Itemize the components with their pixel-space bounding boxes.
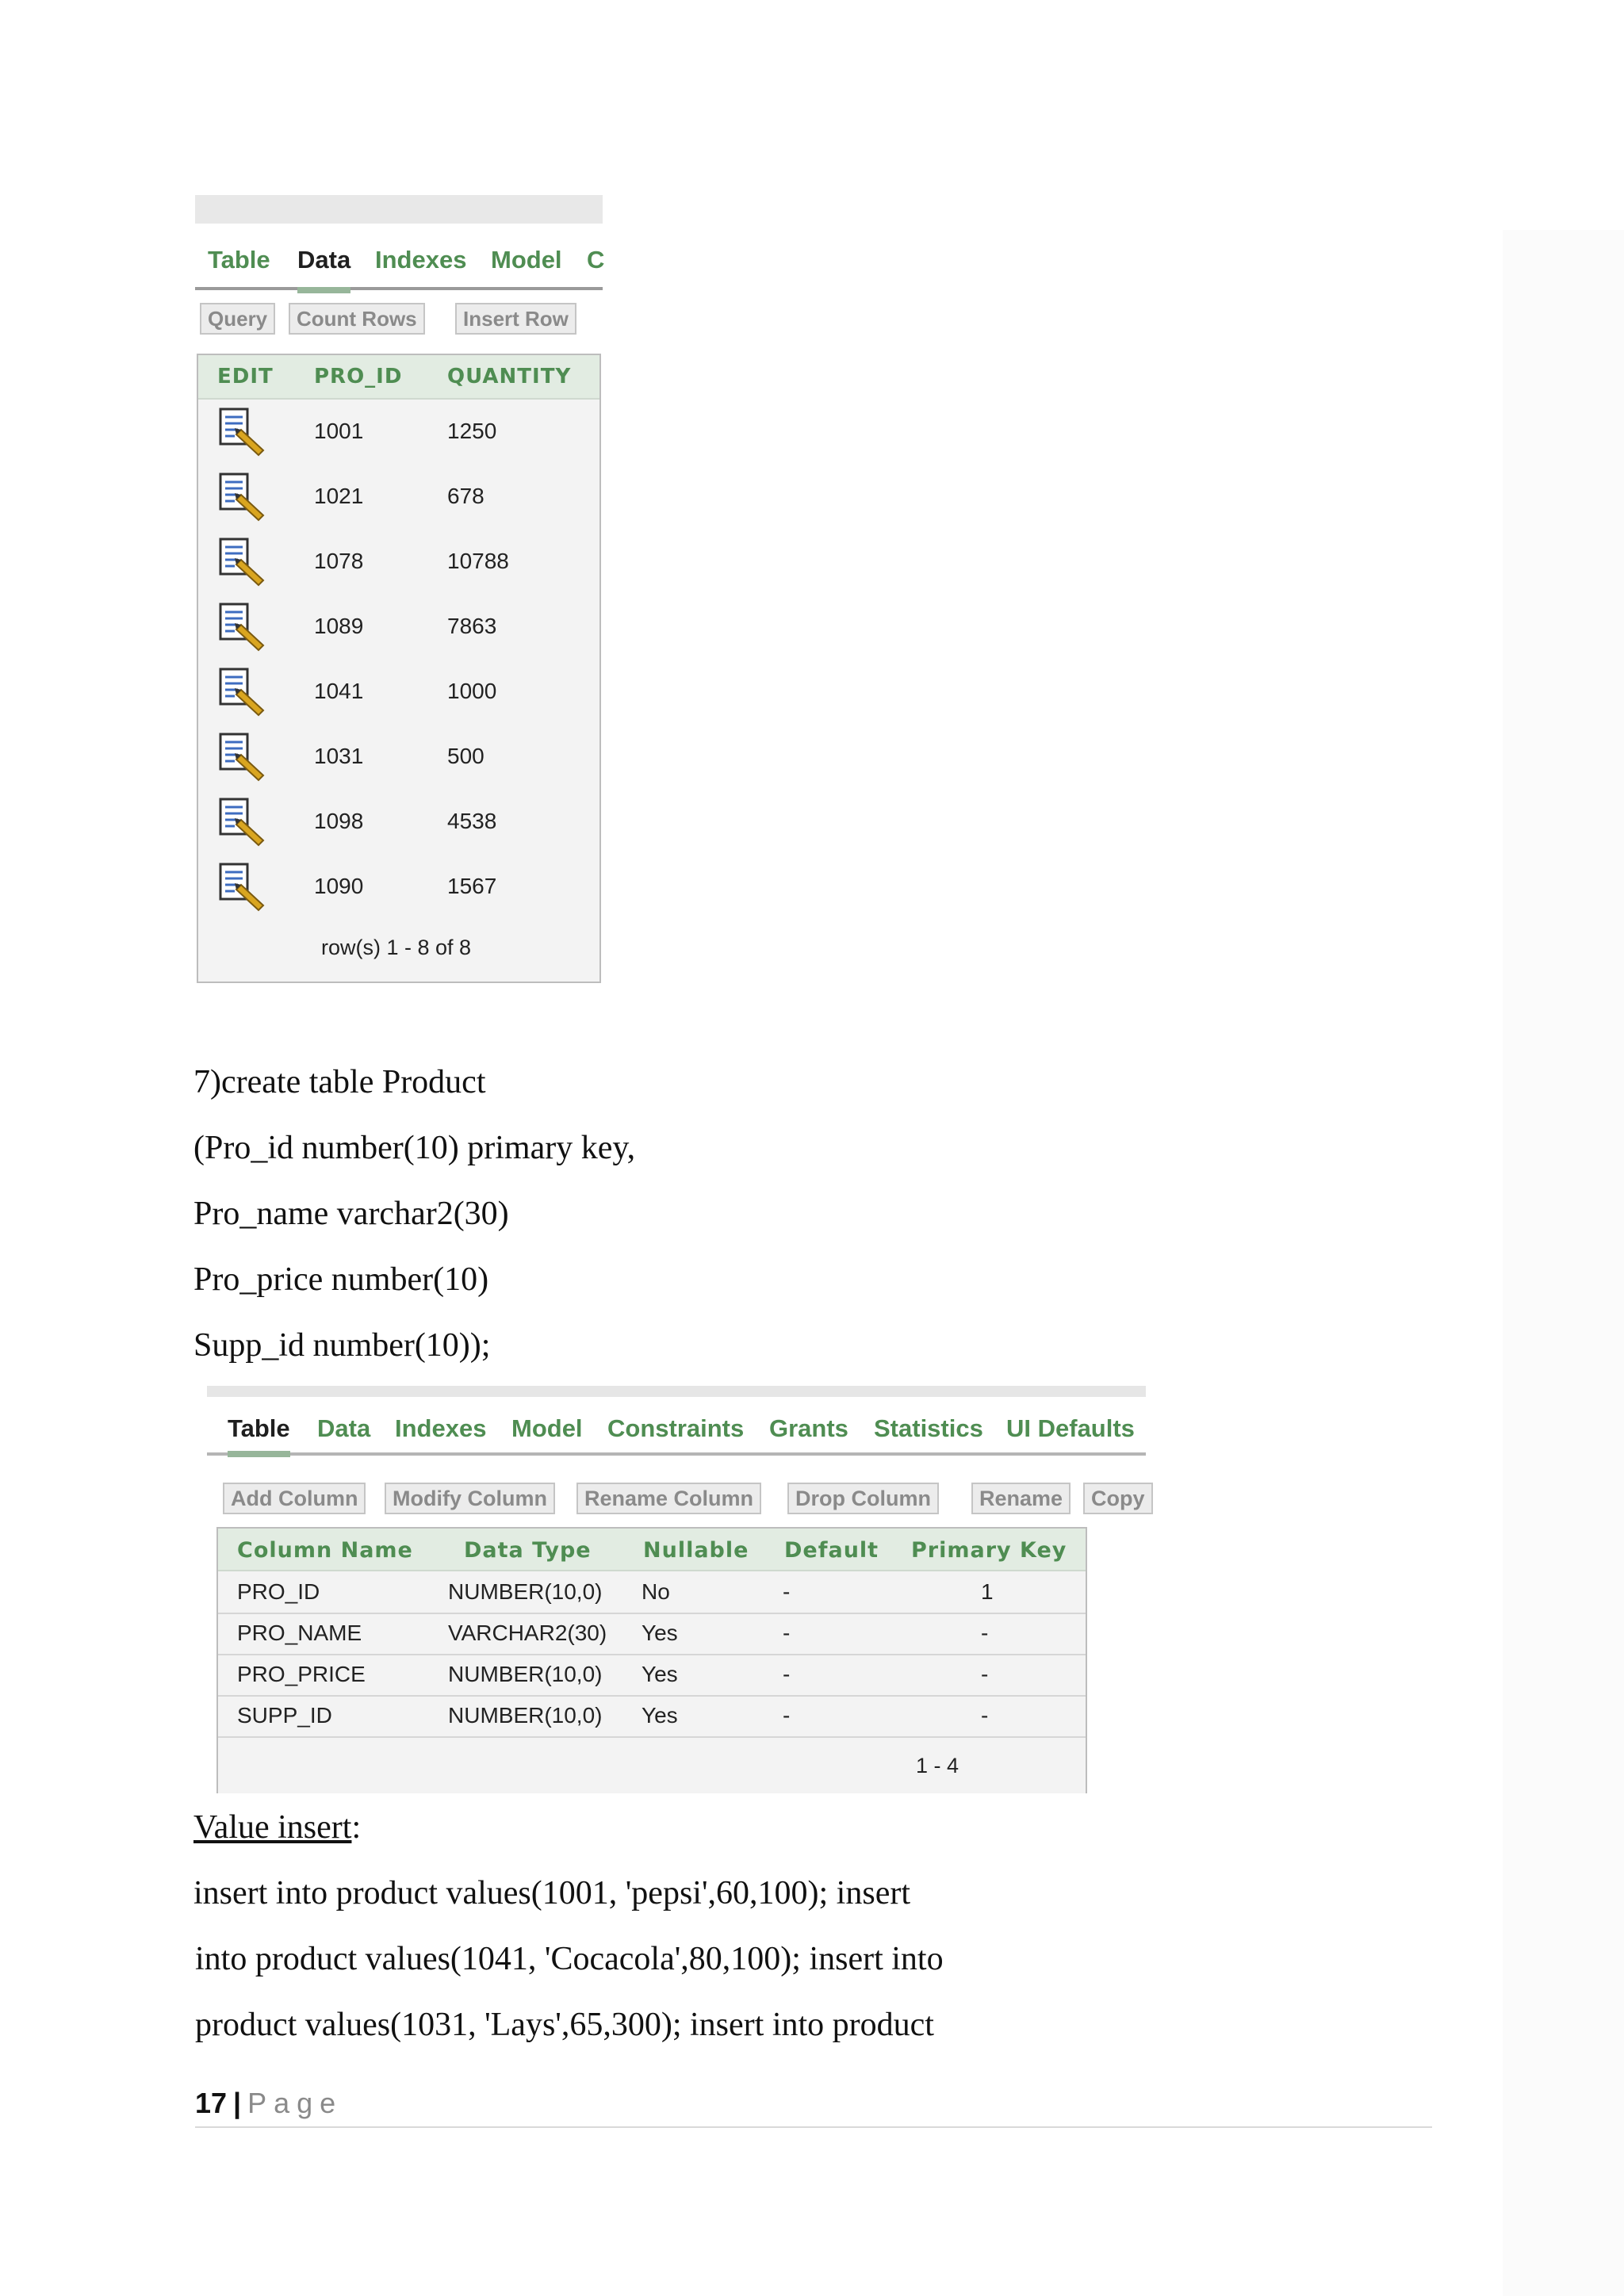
cell-default: -: [783, 1662, 791, 1686]
insert-line-2: into product values(1041, 'Cocacola',80,100); insert into: [195, 1941, 944, 1977]
sql-line-4: Pro_price number(10): [193, 1261, 489, 1298]
table-row: [198, 465, 599, 531]
grid-header: [218, 1529, 1086, 1571]
cell-data-type: NUMBER(10,0): [448, 1703, 603, 1728]
tab-model[interactable]: Model: [491, 246, 562, 274]
tab-bar: [207, 1397, 1146, 1456]
edit-record-icon[interactable]: [217, 798, 266, 847]
drop-column-button[interactable]: Drop Column: [787, 1483, 939, 1514]
tab-c[interactable]: C: [587, 246, 605, 274]
edit-record-icon[interactable]: [217, 538, 266, 587]
cell-pro-id: 1001: [314, 419, 364, 443]
column-header-quantity: QUANTITY: [447, 365, 572, 388]
add-column-button[interactable]: Add Column: [223, 1483, 366, 1514]
tab-model[interactable]: Model: [511, 1414, 583, 1442]
tab-ui-defaults[interactable]: UI Defaults: [1006, 1414, 1135, 1442]
cell-primary-key: -: [981, 1662, 989, 1686]
sql-line-1: 7)create table Product: [193, 1064, 486, 1100]
column-header-data-type: Data Type: [464, 1538, 592, 1563]
column-header-default: Default: [784, 1538, 879, 1563]
cell-quantity: 1250: [447, 419, 497, 443]
page-tint: [1503, 230, 1624, 2296]
table-row: [198, 400, 599, 466]
rename-button[interactable]: Rename: [971, 1483, 1071, 1514]
table-row: [218, 1695, 1086, 1738]
sql-line-2: (Pro_id number(10) primary key,: [193, 1130, 636, 1166]
table-row: [198, 530, 599, 596]
cell-column-name: PRO_PRICE: [237, 1662, 366, 1686]
cell-nullable: Yes: [642, 1703, 678, 1728]
table-row: [198, 595, 599, 661]
tab-data[interactable]: Data: [317, 1414, 371, 1442]
sql-line-5: Supp_id number(10));: [193, 1327, 491, 1364]
rename-column-button[interactable]: Rename Column: [576, 1483, 761, 1514]
tab-table[interactable]: Table: [228, 1414, 290, 1442]
cell-default: -: [783, 1703, 791, 1728]
cell-pro-id: 1090: [314, 874, 364, 898]
copy-button[interactable]: Copy: [1083, 1483, 1153, 1514]
cell-pro-id: 1089: [314, 614, 364, 638]
sql-line-3: Pro_name varchar2(30): [193, 1196, 509, 1232]
cell-pro-id: 1078: [314, 549, 364, 573]
data-grid: [197, 354, 601, 983]
table-row: [198, 660, 599, 726]
edit-record-icon[interactable]: [217, 863, 266, 912]
table-tab-screenshot: [207, 1386, 1146, 1792]
cell-column-name: PRO_NAME: [237, 1621, 362, 1645]
tab-bar: [195, 224, 603, 290]
top-band: [207, 1386, 1146, 1397]
cell-primary-key: -: [981, 1703, 989, 1728]
cell-default: -: [783, 1621, 791, 1645]
tab-table[interactable]: Table: [208, 246, 270, 274]
grid-footer: [218, 1738, 1086, 1793]
table-row: [218, 1613, 1086, 1655]
modify-column-button[interactable]: Modify Column: [385, 1483, 555, 1514]
grid-footer: [198, 918, 599, 982]
footer-separator: |: [233, 2087, 242, 2119]
cell-primary-key: -: [981, 1621, 989, 1645]
cell-pro-id: 1041: [314, 679, 364, 703]
heading-colon: :: [351, 1809, 362, 1846]
edit-record-icon[interactable]: [217, 408, 266, 457]
table-row: [198, 790, 599, 856]
cell-nullable: No: [642, 1579, 670, 1604]
page-word: Page: [247, 2087, 343, 2119]
data-tab-screenshot: [195, 195, 603, 988]
cell-nullable: Yes: [642, 1662, 678, 1686]
cell-column-name: PRO_ID: [237, 1579, 320, 1604]
column-header-pro-id: PRO_ID: [314, 365, 403, 388]
cell-pro-id: 1021: [314, 484, 364, 508]
edit-record-icon[interactable]: [217, 733, 266, 782]
insert-line-1: insert into product values(1001, 'pepsi',60,100); insert: [193, 1875, 910, 1911]
cell-column-name: SUPP_ID: [237, 1703, 332, 1728]
column-header-column-name: Column Name: [237, 1538, 413, 1563]
column-header-nullable: Nullable: [643, 1538, 749, 1563]
column-header-primary-key: Primary Key: [911, 1538, 1067, 1563]
cell-quantity: 500: [447, 744, 485, 768]
table-row: [218, 1654, 1086, 1697]
cell-quantity: 4538: [447, 809, 497, 833]
page-number: 17: [195, 2087, 228, 2119]
cell-quantity: 7863: [447, 614, 497, 638]
value-insert-heading: [193, 1808, 361, 1847]
tab-indexes[interactable]: Indexes: [375, 246, 467, 274]
cell-quantity: 678: [447, 484, 485, 508]
tab-data[interactable]: Data: [297, 246, 351, 274]
column-header-edit: EDIT: [217, 365, 274, 388]
cell-default: -: [783, 1579, 791, 1604]
value-insert-label: Value insert: [193, 1809, 352, 1846]
query-button[interactable]: Query: [200, 303, 275, 335]
insert-row-button[interactable]: Insert Row: [455, 303, 576, 335]
tab-grants[interactable]: Grants: [769, 1414, 848, 1442]
page-footer: [195, 2087, 1432, 2128]
cell-quantity: 10788: [447, 549, 509, 573]
edit-record-icon[interactable]: [217, 473, 266, 522]
row-count: row(s) 1 - 8 of 8: [321, 936, 472, 959]
cell-quantity: 1000: [447, 679, 497, 703]
count-rows-button[interactable]: Count Rows: [289, 303, 425, 335]
table-row: [218, 1571, 1086, 1614]
tab-indexes[interactable]: Indexes: [395, 1414, 487, 1442]
cell-data-type: NUMBER(10,0): [448, 1579, 603, 1604]
tab-statistics[interactable]: Statistics: [874, 1414, 983, 1442]
top-band: [195, 195, 603, 224]
cell-quantity: 1567: [447, 874, 497, 898]
cell-data-type: VARCHAR2(30): [448, 1621, 607, 1645]
grid-header: [198, 355, 599, 400]
columns-grid: [216, 1527, 1087, 1793]
row-range: 1 - 4: [916, 1754, 959, 1777]
edit-record-icon[interactable]: [217, 668, 266, 717]
cell-pro-id: 1098: [314, 809, 364, 833]
cell-pro-id: 1031: [314, 744, 364, 768]
tab-constraints[interactable]: Constraints: [607, 1414, 745, 1442]
cell-data-type: NUMBER(10,0): [448, 1662, 603, 1686]
cell-nullable: Yes: [642, 1621, 678, 1645]
cell-primary-key: 1: [981, 1579, 994, 1604]
insert-line-3: product values(1031, 'Lays',65,300); insert into product: [195, 2007, 934, 2043]
table-row: [198, 725, 599, 791]
table-row: [198, 855, 599, 921]
edit-record-icon[interactable]: [217, 603, 266, 652]
